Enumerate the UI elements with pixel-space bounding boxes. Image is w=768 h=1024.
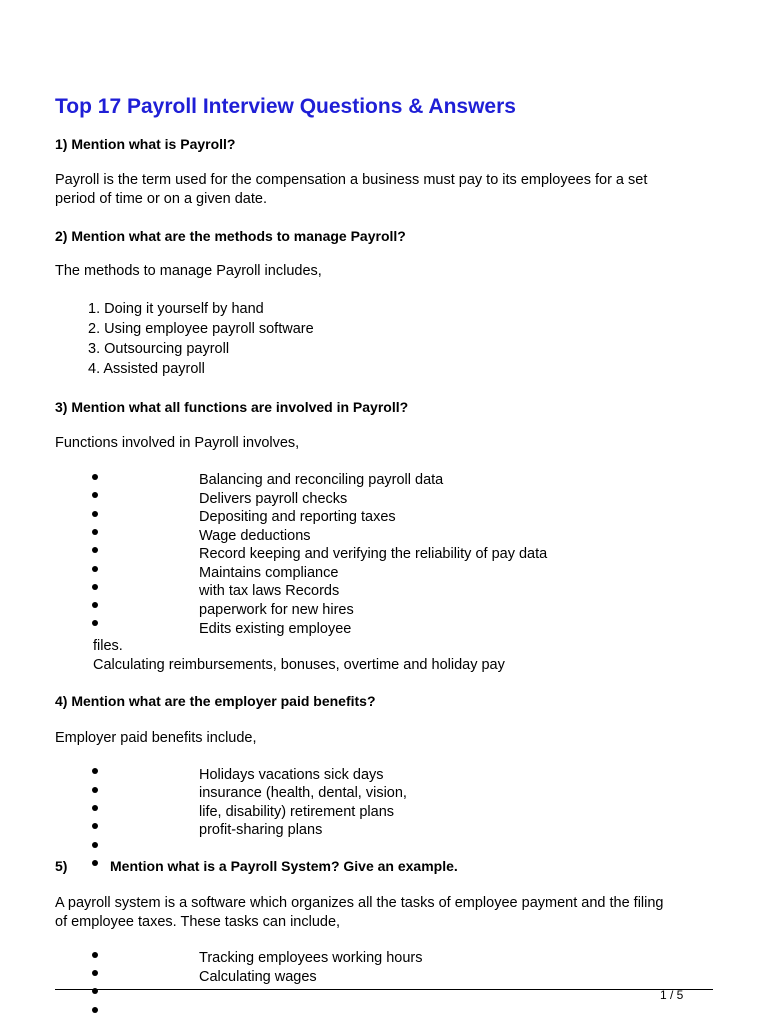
bullet-icon [92,860,98,866]
method-item: 4. Assisted payroll [88,361,205,377]
page-title: Top 17 Payroll Interview Questions & Answers [55,95,516,118]
method-item: 2. Using employee payroll software [88,321,314,337]
bullet-icon [92,805,98,811]
function-item: with tax laws Records [199,583,340,599]
answer-2-intro: The methods to manage Payroll includes, [55,263,322,279]
bullet-icon [92,584,98,590]
bullet-icon [92,474,98,480]
function-item: Balancing and reconciling payroll data [199,472,444,488]
bullet-icon [92,842,98,848]
question-1: 1) Mention what is Payroll? [55,136,236,152]
bullet-icon [92,823,98,829]
function-item: Depositing and reporting taxes [199,509,396,525]
bullet-icon [92,768,98,774]
question-2: 2) Mention what are the methods to manage Payroll? [55,228,406,244]
function-item: Wage deductions [199,528,311,544]
bullet-icon [92,566,98,572]
question-3: 3) Mention what all functions are involved in Payroll? [55,399,409,415]
answer-5-line-1: A payroll system is a software which organizes all the tasks of employee payment and the filing [55,895,664,911]
bullet-icon [92,492,98,498]
question-5: Mention what is a Payroll System? Give an example. [110,858,458,874]
payroll-task-item: Calculating wages [199,969,317,985]
answer-4-intro: Employer paid benefits include, [55,730,257,746]
bullet-icon [92,1007,98,1013]
method-item: 3. Outsourcing payroll [88,341,230,357]
method-item: 1. Doing it yourself by hand [88,301,264,317]
answer-1-line-1: Payroll is the term used for the compensation a business must pay to its employees for a set [55,172,648,188]
benefit-item: profit-sharing plans [199,822,323,838]
payroll-task-item: Tracking employees working hours [199,950,423,966]
question-4: 4) Mention what are the employer paid benefits? [55,693,376,709]
function-item: Maintains compliance [199,565,339,581]
bullet-icon [92,952,98,958]
bullet-icon [92,547,98,553]
function-item: Delivers payroll checks [199,491,348,507]
bullet-icon [92,620,98,626]
question-5-number: 5) [55,858,68,874]
page-number: 1 / 5 [660,988,684,1002]
answer-5-line-2: of employee taxes. These tasks can include, [55,914,341,930]
bullet-icon [92,787,98,793]
bullet-icon [92,602,98,608]
function-item: Record keeping and verifying the reliability of pay data [199,546,548,562]
function-item: Edits existing employee [199,621,352,637]
benefit-item: life, disability) retirement plans [199,804,395,820]
function-continuation: files. [93,638,123,654]
answer-3-intro: Functions involved in Payroll involves, [55,435,300,451]
benefit-item: Holidays vacations sick days [199,767,384,783]
benefit-item: insurance (health, dental, vision, [199,785,407,801]
bullet-icon [92,970,98,976]
function-item: paperwork for new hires [199,602,354,618]
footer-rule [55,989,713,990]
bullet-icon [92,529,98,535]
answer-1-line-2: period of time or on a given date. [55,191,267,207]
bullet-icon [92,511,98,517]
function-continuation: Calculating reimbursements, bonuses, overtime and holiday pay [93,657,505,673]
